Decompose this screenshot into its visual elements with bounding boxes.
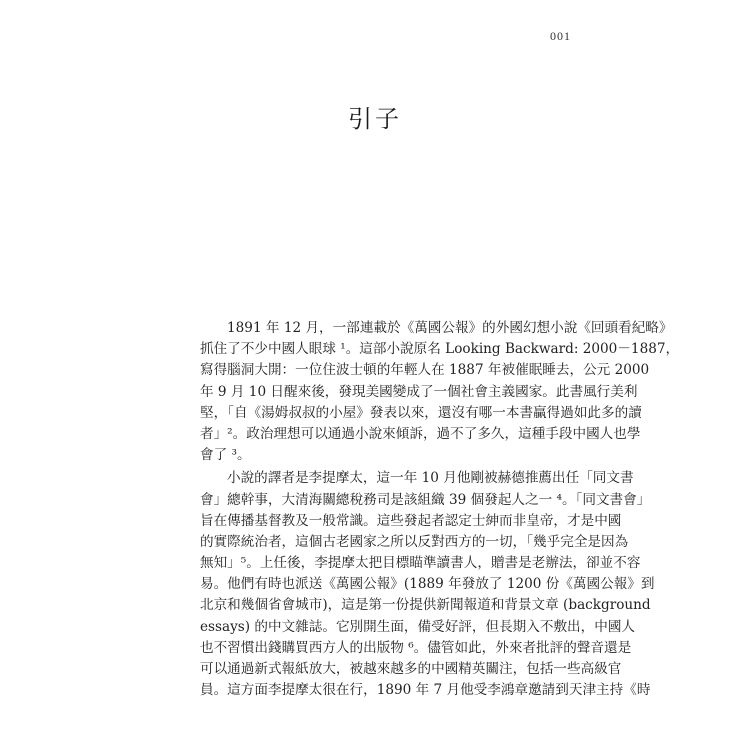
paragraph-line: 會了 ³。 (200, 447, 251, 464)
paragraph-line: 無知」⁵。上任後，李提摩太把目標瞄準讀書人，贈書是老辦法，卻並不容 (200, 555, 641, 572)
page-number: 001 (550, 29, 571, 43)
paragraph-line: 者」²。政治理想可以通過小說來傾訴，過不了多久，這種手段中國人也學 (200, 425, 641, 442)
paragraph-line: 堅，「自《湯姆叔叔的小屋》發表以來，還沒有哪一本書贏得過如此多的讀 (200, 404, 642, 421)
paragraph-line: 旨在傳播基督教及一般常識。這些發起者認定士紳而非皇帝，才是中國 (200, 512, 622, 529)
paragraph-line: 可以通過新式報紙放大，被越來越多的中國精英關注，包括一些高級官 (200, 661, 622, 677)
chapter-title: 引子 (348, 105, 402, 133)
paragraph-line: essays) 的中文雜誌。它別開生面，備受好評，但長期入不敷出，中國人 (200, 618, 636, 635)
paragraph-1 (200, 318, 680, 466)
paragraph-line: 的實際統治者，這個古老國家之所以反對西方的一切，「幾乎完全是因為 (200, 533, 629, 550)
paragraph-line: 小說的譯者是李提摩太，這一年 10 月他剛被赫德推薦出任「同文書 (227, 470, 634, 487)
paragraph-line: 1891 年 12 月，一部連載於《萬國公報》的外國幻想小說《回頭看紀略》 (227, 320, 673, 336)
paragraph-line: 抓住了不少中國人眼球 ¹。這部小說原名 Looking Backward: 2000－1887， (200, 341, 680, 358)
paragraph-2 (200, 468, 655, 701)
paragraph-line: 年 9 月 10 日醒來後，發現美國變成了一個社會主義國家。此書風行美利 (200, 383, 638, 400)
paragraph-line: 會」總幹事，大清海關總稅務司是該組織 39 個發起人之一 ⁴。「同文書會」 (200, 491, 651, 508)
paragraph-line: 也不習慣出錢購買西方人的出版物 ⁶。儘管如此，外來者批評的聲音還是 (200, 639, 632, 656)
paragraph-line: 員。這方面李提摩太很在行，1890 年 7 月他受李鴻章邀請到天津主持《時 (200, 682, 651, 699)
paragraph-line: 寫得腦洞大開：一位住波士頓的年輕人在 1887 年被催眠睡去，公元 2000 (200, 362, 650, 379)
paragraph-line: 易。他們有時也派送《萬國公報》(1889 年發放了 1200 份《萬國公報》到 (200, 576, 655, 593)
body-text (200, 318, 680, 701)
paragraph-line: 北京和幾個省會城市)，這是第一份提供新聞報道和背景文章 (background (200, 597, 651, 614)
